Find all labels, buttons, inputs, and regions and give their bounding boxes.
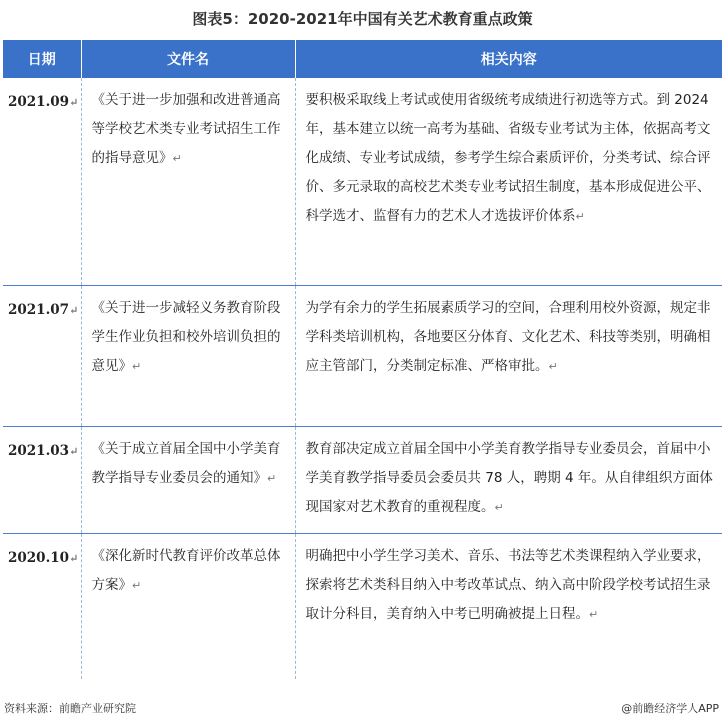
table-row bbox=[3, 285, 722, 426]
row-date: 2020.10 bbox=[8, 549, 70, 566]
brand-credit: @前瞻经济学人APP bbox=[621, 702, 719, 715]
table-row bbox=[3, 78, 722, 285]
paragraph-mark: ↵ bbox=[69, 551, 79, 565]
row-document: 《关于成立首届全国中小学美育教学指导专业委员会的通知》 bbox=[91, 440, 281, 486]
paragraph-mark: ↵ bbox=[69, 96, 79, 109]
row-content: 为学有余力的学生拓展素质学习的空间，合理利用校外资源，规定非学科类培训机构，各地要区分体育、文化艺术、科技等类别，明确相应主管部门，分类制定标准、严格审批。 bbox=[305, 299, 711, 374]
figure-title: 图表5：2020-2021年中国有关艺术教育重点政策 bbox=[192, 10, 533, 28]
source-note: 资料来源：前瞻产业研究院 bbox=[4, 702, 136, 715]
paragraph-mark: ↵ bbox=[69, 303, 79, 317]
header-document: 文件名 bbox=[81, 40, 295, 78]
row-document: 《关于进一步减轻义务教育阶段学生作业负担和校外培训负担的意见》 bbox=[91, 299, 281, 374]
paragraph-mark: ↵ bbox=[575, 210, 585, 223]
header-date: 日期 bbox=[3, 40, 81, 78]
row-date: 2021.09 bbox=[8, 94, 70, 110]
policy-table bbox=[3, 40, 722, 679]
paragraph-mark: ↵ bbox=[132, 578, 142, 592]
paragraph-mark: ↵ bbox=[172, 152, 182, 165]
row-document: 《关于进一步加强和改进普通高等学校艺术类专业考试招生工作的指导意见》 bbox=[91, 92, 281, 166]
table-row bbox=[3, 533, 722, 679]
paragraph-mark: ↵ bbox=[494, 500, 504, 514]
table-row bbox=[3, 426, 722, 533]
table-header-row bbox=[3, 40, 722, 78]
row-content: 明确把中小学生学习美术、音乐、书法等艺术类课程纳入学业要求，探索将艺术类科目纳入中考改革试点、纳入高中阶段学校考试招生录取计分科目，美育纳入中考已明确被提上日程。 bbox=[305, 547, 711, 622]
paragraph-mark: ↵ bbox=[589, 607, 599, 621]
row-date: 2021.03 bbox=[8, 442, 70, 459]
header-content: 相关内容 bbox=[295, 40, 722, 78]
row-content: 教育部决定成立首届全国中小学美育教学指导专业委员会，首届中小学美育教学指导委员会委员共 78 人，聘期 4 年。从自律组织方面体现国家对艺术教育的重视程度。 bbox=[305, 440, 713, 515]
paragraph-mark: ↵ bbox=[69, 444, 79, 458]
paragraph-mark: ↵ bbox=[267, 471, 277, 485]
row-document: 《深化新时代教育评价改革总体方案》 bbox=[91, 547, 281, 593]
paragraph-mark: ↵ bbox=[548, 359, 558, 373]
row-date: 2021.07 bbox=[8, 301, 70, 318]
paragraph-mark: ↵ bbox=[132, 359, 142, 373]
row-content: 要积极采取线上考试或使用省级统考成绩进行初选等方式。到 2024 年，基本建立以统一高考为基础、省级专业考试为主体，依据高考文化成绩、专业考试成绩，参考学生综合素质评价，分类考试、综合评价、多元录取的高校艺术类专业考试招生制度，基本形成促进公平、科学选才、监督有力的艺术人才选拔评价体系 bbox=[305, 92, 711, 224]
